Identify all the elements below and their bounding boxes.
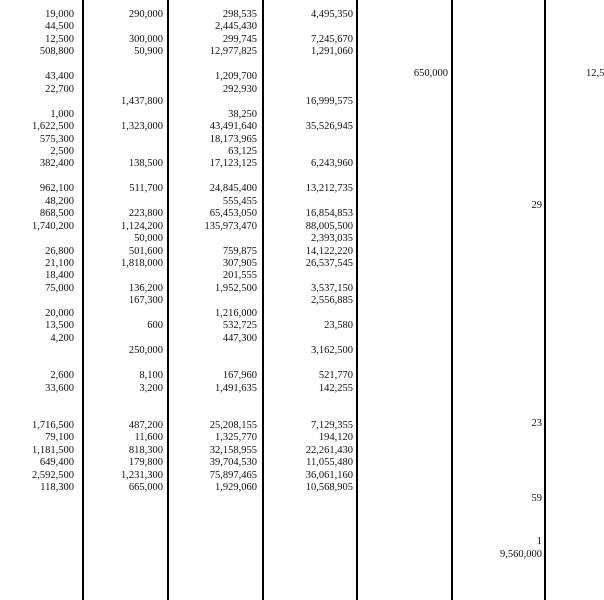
ledger-cell-col-a: 13,500 (45, 320, 74, 332)
ledger-cell-col-b: 1,818,000 (121, 258, 163, 269)
ledger-cell-col-a: 1,716,500 (32, 419, 74, 431)
ledger-cell-col-c: 2,445,430 (215, 21, 257, 33)
ledger-cell-col-b: 501,600 (128, 245, 163, 257)
ledger-cell-col-a: 575,300 (39, 133, 74, 145)
ledger-cell-col-d: 521,770 (318, 370, 353, 382)
ledger-cell-col-b: 3,200 (139, 382, 163, 394)
ledger-cell-col-a: 118,300 (40, 482, 74, 494)
ledger-cell-col-c: 1,929,060 (215, 482, 257, 494)
ledger-cell-col-a: 26,800 (45, 245, 74, 257)
ledger-cell-col-b: 167,300 (128, 295, 163, 307)
ledger-cell-col-a: 649,400 (39, 457, 74, 469)
ledger-cell-col-a: 1,622,500 (32, 121, 74, 133)
ledger-cell-col-c: 1,325,770 (215, 432, 257, 444)
ledger-cell-col-d: 2,556,885 (311, 295, 353, 307)
ledger-cell-col-b: 487,200 (128, 419, 163, 431)
ledger-cell-col-b: 600 (147, 320, 163, 332)
ledger-cell-col-b: 11,600 (134, 432, 163, 444)
ledger-cell-col-b: 179,800 (128, 457, 163, 469)
ledger-cell-col-a: 12,500 (45, 33, 74, 45)
ledger-cell-col-a: 1,000 (50, 108, 74, 120)
ledger-cell-col-d: 7,245,670 (311, 33, 353, 45)
ledger-cell-col-b: 250,000 (128, 345, 163, 357)
right-value-cut: 12,5 (586, 68, 604, 79)
ledger-cell-col-a: 1,740,200 (32, 220, 74, 232)
ledger-cell-col-c: 25,208,155 (209, 419, 257, 431)
ledger-cell-col-c: 201,555 (222, 270, 257, 282)
column-rule-2 (167, 0, 169, 600)
ledger-cell-col-a: 2,600 (50, 370, 74, 382)
column-rule-6 (544, 0, 546, 600)
ledger-cell-col-b: 50,000 (134, 233, 163, 245)
ledger-cell-col-c: 24,845,400 (209, 183, 257, 195)
ledger-cell-col-a: 382,400 (39, 158, 74, 170)
ledger-cell-col-a: 79,100 (45, 432, 74, 444)
ledger-cell-col-a: 22,700 (45, 83, 74, 95)
column-rule-4 (356, 0, 358, 600)
ledger-cell-col-c: 17,123,125 (209, 158, 257, 170)
right-value-29: 29 (531, 200, 542, 211)
ledger-cell-col-c: 1,216,000 (215, 307, 257, 319)
ledger-cell-col-d: 1,291,060 (311, 46, 353, 58)
ledger-cell-col-a: 20,000 (45, 307, 74, 319)
ledger-cell-col-a: 19,000 (45, 9, 74, 20)
ledger-cell-col-c: 63,125 (228, 145, 257, 157)
ledger-cell-col-c: 38,250 (228, 108, 257, 120)
ledger-cell-col-a: 21,100 (45, 258, 74, 269)
ledger-cell-col-d: 10,568,905 (305, 482, 353, 494)
ledger-cell-col-c: 32,158,955 (209, 444, 257, 456)
ledger-cell-col-b: 138,500 (128, 158, 163, 170)
ledger-cell-col-a: 2,500 (50, 145, 74, 157)
ledger-cell-col-c: 447,300 (222, 332, 257, 344)
ledger-cell-col-d: 23,580 (324, 320, 353, 332)
ledger-cell-col-a: 962,100 (39, 183, 74, 195)
right-value-59: 59 (531, 493, 542, 504)
ledger-cell-col-d: 3,162,500 (311, 345, 353, 357)
ledger-cell-col-b: 1,124,200 (121, 220, 163, 232)
ledger-cell-col-c: 135,973,470 (204, 220, 257, 232)
ledger-cell-col-d: 194,120 (318, 432, 353, 444)
ledger-cell-col-a: 18,400 (45, 270, 74, 282)
ledger-cell-col-c: 18,173,965 (209, 133, 257, 145)
column-rule-3 (262, 0, 264, 600)
ledger-cell-col-c: 65,453,050 (209, 208, 257, 220)
ledger-cell-col-d: 6,243,960 (311, 158, 353, 170)
ledger-cell-col-a: 2,592,500 (32, 469, 74, 481)
ledger-cell-col-d: 142,255 (318, 382, 353, 394)
ledger-cell-col-b: 818,300 (128, 444, 163, 456)
ledger-cell-col-b: 665,000 (128, 482, 163, 494)
right-value-1: 1 (536, 536, 542, 547)
ledger-cell-col-a: 75,000 (45, 282, 74, 294)
ledger-cell-col-a: 44,500 (45, 21, 74, 33)
ledger-cell-col-c: 1,209,700 (215, 71, 257, 83)
ledger-cell-col-d: 11,055,480 (306, 457, 353, 469)
ledger-cell-col-b: 511,700 (129, 183, 163, 195)
ledger-cell-col-b: 1,437,800 (121, 96, 163, 108)
ledger-cell-col-c: 43,491,640 (209, 121, 257, 133)
ledger-cell-col-d: 35,526,945 (305, 121, 353, 133)
column-rule-1 (82, 0, 84, 600)
ledger-cell-col-c: 167,960 (222, 370, 257, 382)
ledger-cell-col-a: 43,400 (45, 71, 74, 83)
ledger-cell-col-b: 290,000 (128, 9, 163, 20)
ledger-cell-col-d: 26,537,545 (305, 258, 353, 269)
ledger-cell-col-a: 1,181,500 (32, 444, 74, 456)
ledger-cell-col-b: 1,323,000 (121, 121, 163, 133)
ledger-cell-col-d: 2,393,035 (311, 233, 353, 245)
ledger-cell-col-d: 4,495,350 (311, 9, 353, 20)
ledger-cell-col-d: 3,537,150 (311, 282, 353, 294)
ledger-cell-col-c: 555,455 (222, 195, 257, 207)
ledger-cell-col-c: 532,725 (222, 320, 257, 332)
ledger-cell-col-c: 75,897,465 (209, 469, 257, 481)
ledger-cell-col-d: 88,005,500 (305, 220, 353, 232)
ledger-cell-col-c: 298,535 (222, 9, 257, 20)
ledger-cell-col-c: 307,905 (222, 258, 257, 269)
ledger-cell-col-c: 299,745 (222, 33, 257, 45)
ledger-cell-col-c: 39,704,530 (209, 457, 257, 469)
ledger-cell-col-a: 508,800 (39, 46, 74, 58)
ledger-cell-col-d: 13,212,735 (305, 183, 353, 195)
ledger-cell-col-b: 223,800 (128, 208, 163, 220)
ledger-cell-col-b: 8,100 (139, 370, 163, 382)
ledger-cell-col-d: 22,261,430 (305, 444, 353, 456)
right-value-650000: 650,000 (413, 68, 448, 79)
column-rule-5 (451, 0, 453, 600)
ledger-cell-col-d: 36,061,160 (305, 469, 353, 481)
ledger-cell-col-d: 16,854,853 (305, 208, 353, 220)
ledger-cell-col-b: 1,231,300 (121, 469, 163, 481)
ledger-cell-col-b: 300,000 (128, 33, 163, 45)
ledger-cell-col-c: 1,491,635 (215, 382, 257, 394)
ledger-cell-col-b: 50,900 (134, 46, 163, 58)
ledger-cell-col-a: 4,200 (50, 332, 74, 344)
ledger-cell-col-c: 759,875 (222, 245, 257, 257)
ledger-cell-col-c: 12,977,825 (209, 46, 257, 58)
ledger-cell-col-c: 1,952,500 (215, 282, 257, 294)
ledger-cell-col-a: 48,200 (45, 195, 74, 207)
ledger-cell-col-d: 7,129,355 (311, 419, 353, 431)
ledger-cell-col-b: 136,200 (128, 282, 163, 294)
ledger-cell-col-a: 33,600 (45, 382, 74, 394)
ledger-cell-col-a: 868,500 (39, 208, 74, 220)
ledger-cell-col-c: 292,930 (222, 83, 257, 95)
ledger-cell-col-d: 16,999,575 (305, 96, 353, 108)
right-value-9560000: 9,560,000 (500, 549, 542, 560)
ledger-cell-col-d: 14,122,220 (305, 245, 353, 257)
right-value-23: 23 (531, 418, 542, 429)
